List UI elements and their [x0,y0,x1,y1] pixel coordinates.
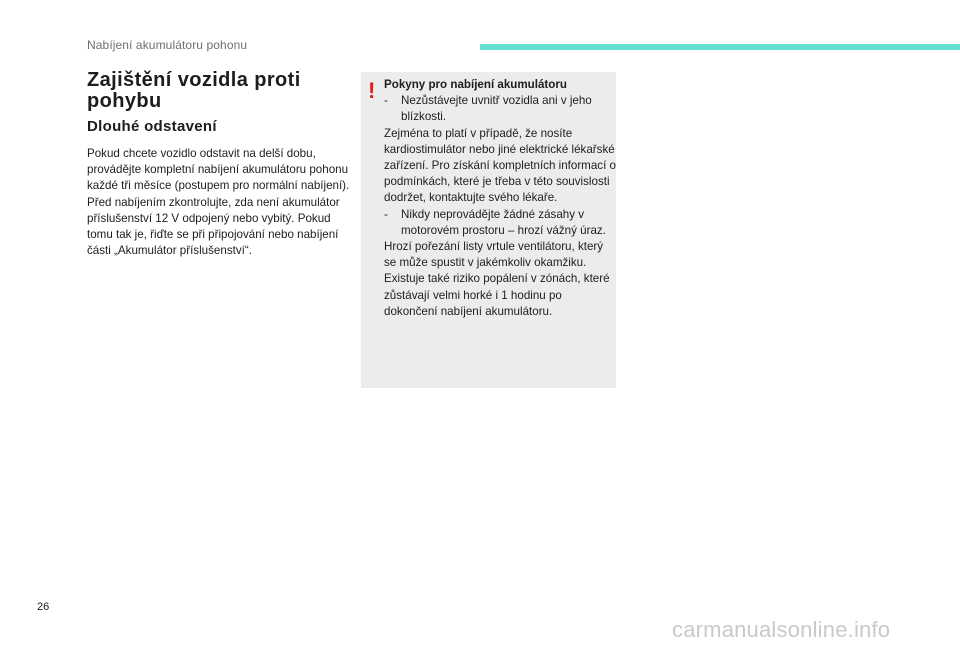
warning-content [384,77,616,320]
subsection-title: Dlouhé odstavení [87,118,217,135]
warning-bullet [384,207,616,239]
watermark: carmanualsonline.info [672,617,891,642]
exclamation-icon: ! [368,78,376,103]
warning-bullet-text: Nikdy neprovádějte žádné zásahy v motorovém prostoru – hrozí vážný úraz. [401,207,606,237]
warning-bullet-text: Nezůstávejte uvnitř vozidla ani v jeho blízkosti. [401,94,592,124]
warning-paragraph: Hrozí pořezání listy vrtule ventilátoru, který se může spustit v jakémkoliv okamžiku. Existuje také riziko popálení v zónách, které zůstávají velmi horké i 1 hodinu po dokončení nabíjení akumulátoru. [384,240,610,318]
header-title: Nabíjení akumulátoru pohonu [87,38,248,52]
bullet-dash: - [384,207,388,221]
body-paragraph: Pokud chcete vozidlo odstavit na delší dobu, provádějte kompletní nabíjení akumulátoru pohonu každé tři měsíce (postupem pro normální nabíjení). Před nabíjením zkontrolujte, zda není akumulátor příslušenství 12 V odpojený nebo vybitý. Pokud tomu tak je, řiďte se při připojování nebo nabíjení části „Akumulátor příslušenství“. [87,147,350,258]
bullet-dash: - [384,94,388,108]
warning-bullet [384,93,616,125]
header-accent-bar [480,44,960,50]
warning-paragraph: Zejména to platí v případě, že nosíte kardiostimulátor nebo jiné elektrické lékařské zařízení. Pro získání kompletních informací o podmínkách, které je třeba v této souvislosti dodržet, kontaktujte svého lékaře. [384,126,616,205]
warning-heading: Pokyny pro nabíjení akumulátoru [384,78,567,91]
section-title: Zajištění vozidla proti pohybu [87,69,301,112]
page-number: 26 [37,601,50,613]
